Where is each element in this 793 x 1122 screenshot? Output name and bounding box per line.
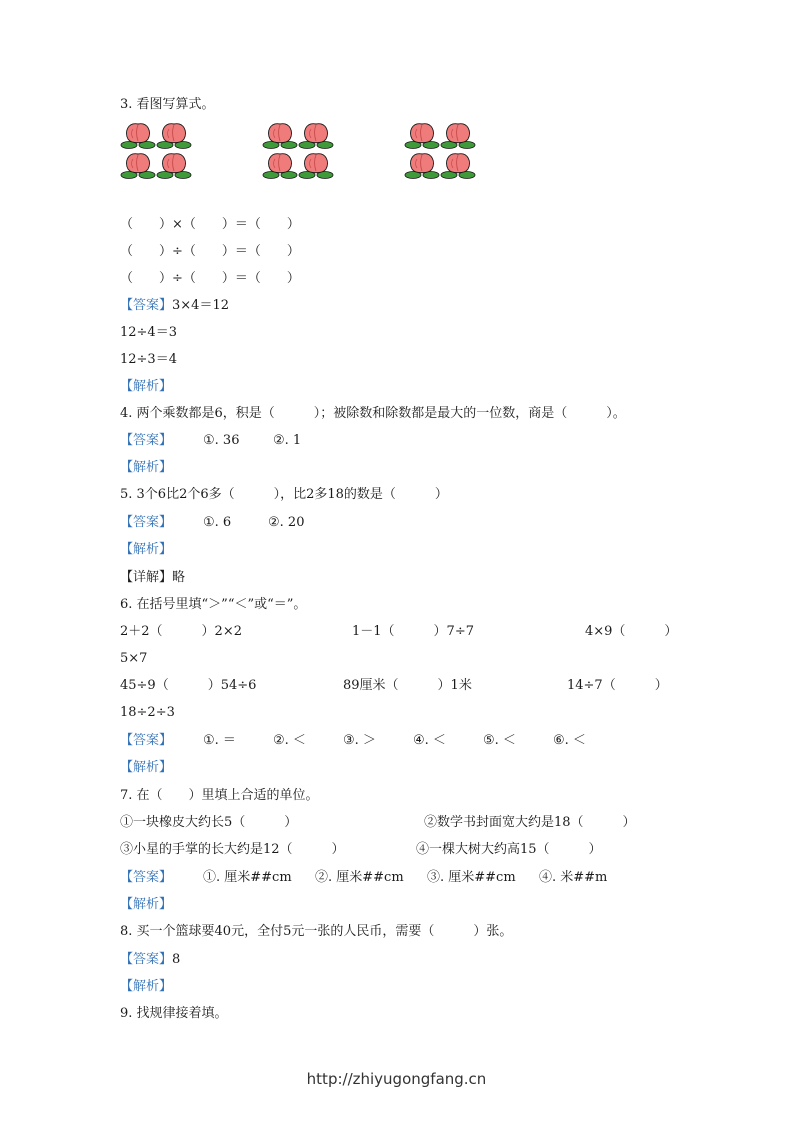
q3-equation-multiply: （ ）×（ ）＝（ ） — [120, 217, 300, 232]
peach-icon — [404, 120, 440, 150]
peach-icon — [156, 150, 192, 180]
q5-answer-tag — [120, 514, 172, 532]
peach-group-2 — [262, 120, 334, 180]
q7-answer-1: ①. 厘米##cm — [203, 870, 292, 885]
q6-answer-2: ②. ＜ — [273, 733, 306, 748]
q3-analysis-tag: 【解析】 — [120, 379, 173, 394]
q4-answer-tag — [120, 432, 172, 450]
peach-icon — [156, 120, 192, 150]
q7-item-4: ④一棵大树大约高15（ ） — [416, 842, 602, 857]
q6-compare-5: 89厘米（ ）1米 — [343, 678, 472, 693]
q6-compare-6-cont: 18÷2÷3 — [120, 705, 175, 720]
q3-answer-row — [120, 297, 229, 315]
q7-answer-4: ④. 米##m — [539, 870, 608, 885]
q6-compare-3-cont: 5×7 — [120, 651, 148, 666]
peach-icon — [298, 150, 334, 180]
q6-compare-2: 1－1（ ）7÷7 — [352, 624, 474, 639]
q7-answer-2: ②. 厘米##cm — [315, 870, 404, 885]
q5-title: 5. 3个6比2个6多（ ），比2多18的数是（ ） — [120, 487, 448, 502]
q8-answer: 8 — [172, 952, 181, 967]
q5-answer-1: ①. 6 — [203, 515, 232, 530]
q8-title: 8. 买一个篮球要40元，全付5元一张的人民币，需要（ ）张。 — [120, 924, 513, 939]
answer-tag: 【答案】 — [120, 870, 173, 885]
q9-title: 9. 找规律接着填。 — [120, 1006, 228, 1021]
q6-answer-3: ③. ＞ — [343, 733, 376, 748]
q6-analysis-tag: 【解析】 — [120, 760, 173, 775]
q4-analysis-tag: 【解析】 — [120, 460, 173, 475]
q7-item-2: ②数学书封面宽大约是18（ ） — [424, 815, 636, 830]
q7-analysis-tag: 【解析】 — [120, 897, 173, 912]
q7-item-3: ③小星的手掌的长大约是12（ ） — [120, 842, 345, 857]
peach-icon — [440, 150, 476, 180]
q7-item-1: ①一块橡皮大约长5（ ） — [120, 815, 298, 830]
q6-answer-1: ①. ＝ — [203, 733, 236, 748]
peach-icon — [440, 120, 476, 150]
q3-title: 3. 看图写算式。 — [120, 97, 215, 112]
peach-group-3 — [404, 120, 476, 180]
q6-answer-tag — [120, 732, 172, 750]
answer-tag: 【答案】 — [120, 733, 173, 748]
q6-compare-4: 45÷9（ ）54÷6 — [120, 678, 257, 693]
q3-answer-1: 3×4＝12 — [172, 298, 229, 313]
q5-analysis-tag: 【解析】 — [120, 542, 173, 557]
q5-detail: 【详解】略 — [120, 570, 186, 585]
q6-answer-4: ④. ＜ — [413, 733, 446, 748]
q7-answer-3: ③. 厘米##cm — [427, 870, 516, 885]
q6-answer-5: ⑤. ＜ — [483, 733, 516, 748]
q4-answer-2: ②. 1 — [273, 433, 302, 448]
q4-answer-1: ①. 36 — [203, 433, 240, 448]
q8-analysis-tag: 【解析】 — [120, 979, 173, 994]
peach-icon — [404, 150, 440, 180]
answer-tag: 【答案】 — [120, 298, 173, 313]
answer-tag: 【答案】 — [120, 433, 173, 448]
q4-title: 4. 两个乘数都是6，积是（ ）；被除数和除数都是最大的一位数，商是（ ）。 — [120, 406, 626, 421]
q8-answer-row — [120, 951, 180, 969]
peach-group-1 — [120, 120, 192, 180]
q6-title: 6. 在括号里填“＞”“＜”或“＝”。 — [120, 597, 307, 612]
peach-icon — [298, 120, 334, 150]
q3-answer-3: 12÷3＝4 — [120, 352, 177, 367]
q3-equation-divide-2: （ ）÷（ ）＝（ ） — [120, 271, 300, 286]
q6-compare-6: 14÷7（ ） — [567, 678, 668, 693]
peach-icon — [262, 150, 298, 180]
footer-url: http://zhiyugongfang.cn — [306, 1070, 487, 1088]
q6-answer-6: ⑥. ＜ — [553, 733, 586, 748]
q7-answer-tag — [120, 869, 172, 887]
q5-answer-2: ②. 20 — [268, 515, 305, 530]
q6-compare-1: 2＋2（ ）2×2 — [120, 624, 242, 639]
peach-icon — [120, 120, 156, 150]
answer-tag: 【答案】 — [120, 952, 173, 967]
peach-icon — [120, 150, 156, 180]
q3-equation-divide-1: （ ）÷（ ）＝（ ） — [120, 244, 300, 259]
q7-title: 7. 在（ ）里填上合适的单位。 — [120, 788, 319, 803]
q6-compare-3: 4×9（ ） — [585, 624, 678, 639]
peach-icon — [262, 120, 298, 150]
answer-tag: 【答案】 — [120, 515, 173, 530]
q3-answer-2: 12÷4＝3 — [120, 325, 177, 340]
